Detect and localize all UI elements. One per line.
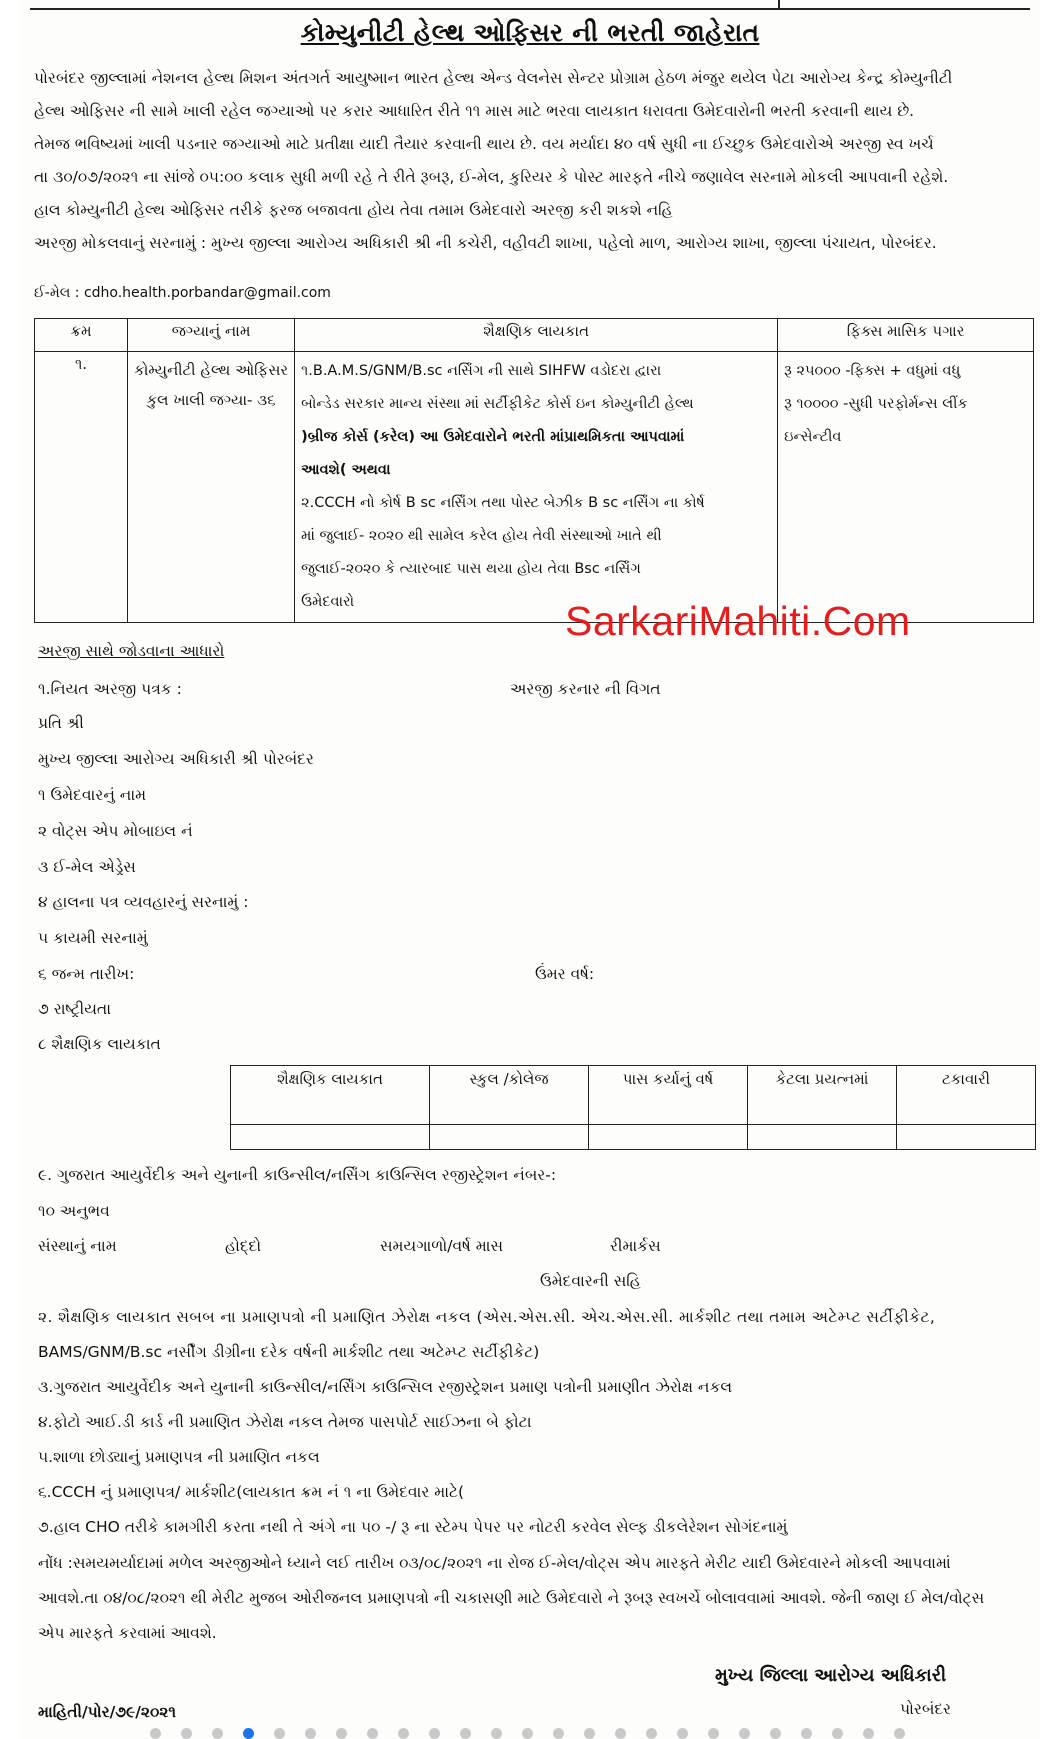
addressee: મુખ્ય જીલ્લા આરોગ્ય અધિકારી શ્રી પોરબંદર (38, 750, 314, 768)
col-header: શૈક્ષણિક લાયકાત (295, 319, 778, 352)
form-field: ૫ કાયમી સરનામું (38, 929, 148, 947)
table-cell (748, 1125, 897, 1150)
col-header: કેટલા પ્રયત્નમાં (748, 1066, 897, 1125)
form-field: ૮ શૈક્ષણિક લાયકાત (38, 1035, 161, 1053)
row-num: ૧. (35, 352, 128, 623)
page-title: કોમ્યુનીટી હેલ્થ ઓફિસર ની ભરતી જાહેરાત (300, 18, 760, 47)
col-header: પાસ કર્યાનું વર્ષ (589, 1066, 748, 1125)
salary-line: રૂ ૧૦૦૦૦ -સુધી પરફોર્મન્સ લીંક (784, 396, 968, 412)
col-header: જગ્યાનું નામ (128, 319, 295, 352)
page-dot[interactable] (491, 1728, 502, 1739)
to-label: પ્રતિ શ્રી (38, 714, 84, 732)
experience-col-period: સમયગાળો/વર્ષ માસ (380, 1237, 504, 1255)
table-header-row (35, 319, 1034, 352)
page-indicator (150, 1728, 970, 1736)
email-line: ઈ-મેલ : cdho.health.porbandar@gmail.com (34, 285, 331, 301)
document-item: BAMS/GNM/B.sc નર્સીંગ ડીગ્રીના દરેક વર્ષની માર્કશીટ તથા અટેમ્પ્ટ સર્ટીફીકેટ) (38, 1343, 540, 1361)
page-dot[interactable] (522, 1728, 533, 1739)
candidate-signature: ઉમેદવારની સહિ (540, 1272, 641, 1290)
page-dot[interactable] (708, 1728, 719, 1739)
document-item: ૩.ગુજરાત આયુર્વેદીક અને યુનાની કાઉન્સીલ/નર્સિંગ કાઉન્સિલ રજીસ્ટ્રેશન પ્રમાણ પત્રોની પ્રમાણીત ઝેરોક્ષ નકલ (38, 1378, 733, 1396)
page-dot[interactable] (150, 1728, 161, 1739)
page-dot[interactable] (212, 1728, 223, 1739)
form-field: ૧ ઉમેદવારનું નામ (38, 786, 147, 804)
document-item: ૨. શૈક્ષણિક લાયકાત સબબ ના પ્રમાણપત્રો ની પ્રમાણિત ઝેરોક્ષ નકલ (એસ.એસ.સી. એચ.એસ.સી. માર્કશીટ તથા તમામ અટેમ્પ્ટ સર્ટીફીકેટ, (38, 1308, 936, 1326)
reference-number: માહિતી/પોર/૭૯/૨૦૨૧ (38, 1703, 176, 1721)
document-item: ૬.CCCH નું પ્રમાણપત્ર/ માર્કશીટ(લાયકાત ક્રમ નં ૧ ના ઉમેદવાર માટે( (38, 1483, 465, 1501)
qualification-cell (295, 352, 778, 623)
page-dot[interactable] (801, 1728, 812, 1739)
table-row (231, 1125, 1036, 1150)
applicant-details-label: અરજી કરનાર ની વિગત (510, 680, 661, 698)
col-header: ક્રમ (35, 319, 128, 352)
form-field: ૨ વોટ્સ એપ મોબાઇલ નં (38, 822, 193, 840)
salary-line: રૂ ૨૫૦૦૦ -ફિક્સ + વધુમાં વધુ (784, 363, 961, 379)
qualification-line: આવશે( અથવા (301, 462, 391, 478)
qualification-line: જુલાઈ-૨૦૨૦ કે ત્યારબાદ પાસ થયા હોય તેવા Bsc નર્સિંગ (301, 561, 641, 577)
intro-line: હેલ્થ ઓફિસર ની સામે ખાલી રહેલ જગ્યાઓ પર કરાર આધારિત રીતે ૧૧ માસ માટે ભરવા લાયકાત ધરાવતા ઉમેદવારોની ભરતી કરવાની થાય છે. (34, 102, 915, 120)
age-label: ઉંમર વર્ષ: (535, 965, 595, 983)
education-table (230, 1065, 1036, 1150)
page-dot[interactable] (460, 1728, 471, 1739)
page-dot[interactable] (305, 1728, 316, 1739)
intro-line: તા ૩૦/૦૭/૨૦૨૧ ના સાંજે ૦૫:૦૦ કલાક સુધી મળી રહે તે રીતે રૂબરૂ, ઈ-મેલ, કુરિયર કે પોસ્ટ મારફતે નીચે જણાવેલ સરનામે મોકલી આપવાની રહેશે. (34, 168, 949, 186)
table-cell (430, 1125, 589, 1150)
page-dot[interactable] (367, 1728, 378, 1739)
table-cell (897, 1125, 1036, 1150)
attachments-heading: અરજી સાથે જોડવાના આધારો (38, 642, 225, 660)
page-dot[interactable] (553, 1728, 564, 1739)
table-cell (589, 1125, 748, 1150)
page-dot[interactable] (863, 1728, 874, 1739)
col-header: ફિક્સ માસિક પગાર (778, 319, 1034, 352)
intro-paragraph (34, 62, 1034, 260)
page-dot[interactable] (584, 1728, 595, 1739)
col-header: શૈક્ષણિક લાયકાત (231, 1066, 430, 1125)
page-dot[interactable] (181, 1728, 192, 1739)
col-header: ટકાવારી (897, 1066, 1036, 1125)
advertisement-page (20, 0, 1040, 1739)
post-vacancies: કુલ ખાલી જગ્યા- ૩૬ (146, 391, 276, 409)
document-item: ૫.શાળા છોડ્યાનું પ્રમાણપત્ર ની પ્રમાણિત નકલ (38, 1448, 320, 1466)
qualification-line: ૧.B.A.M.S/GNM/B.sc નર્સિંગ ની સાથે SIHFW વડોદરા દ્વારા (301, 363, 662, 379)
page-dot[interactable] (429, 1728, 440, 1739)
form-field: ૩ ઈ-મેલ એડ્રેસ (38, 858, 136, 876)
qualification-line: )બ્રીજ કોર્સ (કરેલ) આ ઉમેદવારોને ભરતી માંપ્રાથમિકતા આપવામાં (301, 429, 685, 445)
note-line: આવશે.તા ૦૪/૦૮/૨૦૨૧ થી મેરીટ મુજબ ઓરીજનલ પ્રમાણપત્રો ની ચકાસણી માટે ઉમેદવારો ને રૂબરૂ સ્વખર્ચે બોલાવવામાં આવશે. જેની જાણ ઈ મેલ/વોટ્સ (38, 1589, 985, 1607)
page-dot[interactable] (615, 1728, 626, 1739)
note-line: એપ મારફતે કરવામાં આવશે. (38, 1624, 217, 1642)
page-dot[interactable] (398, 1728, 409, 1739)
form-item-10: ૧૦ અનુભવ (38, 1202, 110, 1220)
page-dot[interactable] (739, 1728, 750, 1739)
intro-line: તેમજ ભવિષ્યમાં ખાલી પડનાર જગ્યાઓ માટે પ્રતીક્ષા યાદી તૈયાર કરવાની થાય છે. વય મર્યાદા ૪૦ વર્ષ સુધી ના ઈચ્છુક ઉમેદવારોએ અરજી સ્વ ખર્ચ (34, 135, 934, 153)
form-field: ૭ રાષ્ટ્રીયતા (38, 1000, 112, 1018)
document-item: ૭.હાલ CHO તરીકે કામગીરી કરતા નથી તે અંગે ના ૫૦ -/ રૂ ના સ્ટેમ્પ પેપર પર નોટરી કરવેલ સેલ્ફ ડીકલેરેશન સોગંદનામું (38, 1518, 788, 1536)
form-field: ૬ જન્મ તારીખ: (38, 965, 135, 983)
intro-line: પોરબંદર જીલ્લામાં નેશનલ હેલ્થ મિશન અંતગર્ત આયુષ્માન ભારત હેલ્થ એન્ડ વેલનેસ સેન્ટર પ્રોગ્રામ હેઠળ મંજુર થયેલ પેટા આરોગ્ય કેન્દ્ર કોમ્યુનીટી (34, 69, 953, 87)
table-row (35, 352, 1034, 623)
table-cell (231, 1125, 430, 1150)
page-dot[interactable] (274, 1728, 285, 1739)
page-dot[interactable] (646, 1728, 657, 1739)
salary-cell (778, 352, 1034, 623)
form-field: ૪ હાલના પત્ર વ્યવહારનું સરનામું : (38, 893, 249, 911)
table-header-row (231, 1066, 1036, 1125)
salary-line: ઇન્સેન્ટીવ (784, 429, 842, 445)
page-dot[interactable] (770, 1728, 781, 1739)
post-cell (128, 352, 295, 623)
form-item-1: ૧.નિયત અરજી પત્રક : (38, 680, 182, 698)
officer-title: મુખ્ય જિલ્લા આરોગ્ય અધિકારી (715, 1665, 947, 1686)
page-dot[interactable] (894, 1728, 905, 1739)
experience-col-post: હોદ્દો (225, 1237, 262, 1255)
page-dot-active[interactable] (243, 1728, 254, 1739)
officer-place: પોરબંદર (900, 1700, 952, 1718)
post-name: કોમ્યુનીટી હેલ્થ ઓફિસર (134, 361, 289, 379)
top-border-tab (778, 0, 1030, 10)
experience-col-remarks: રીમાર્કસ (610, 1237, 661, 1255)
watermark-text: SarkariMahiti.Com (565, 598, 911, 644)
qualification-line: માં જુલાઈ- ૨૦૨૦ થી સામેલ કરેલ હોય તેવી સંસ્થાઓ ખાતે થી (301, 528, 662, 544)
top-border (30, 0, 1030, 10)
intro-line: અરજી મોકલવાનું સરનામું : મુખ્ય જીલ્લા આરોગ્ય અધિકારી શ્રી ની કચેરી, વહીવટી શાખા, પહેલો માળ, આરોગ્ય શાખા, જીલ્લા પંચાયત, પોરબંદર. (34, 234, 937, 252)
qualification-line: ઉમેદવારો (301, 594, 355, 610)
page-dot[interactable] (677, 1728, 688, 1739)
document-item: ૪.ફોટો આઈ.ડી કાર્ડ ની પ્રમાણિત ઝેરોક્ષ નકલ તેમજ પાસપોર્ટ સાઈઝના બે ફોટા (38, 1413, 532, 1431)
vacancy-table (34, 318, 1034, 623)
page-dot[interactable] (832, 1728, 843, 1739)
note-line: નોંધ :સમયમર્યાદામાં મળેલ અરજીઓને ધ્યાને લઈ તારીખ ૦૩/૦૮/૨૦૨૧ ના રોજ ઈ-મેલ/વોટ્સ એપ મારફતે મેરીટ યાદી ઉમેદવારને મોકલી આપવામાં (38, 1554, 951, 1572)
qualification-line: ૨.CCCH નો કોર્ષ B sc નર્સિંગ તથા પોસ્ટ બેઝીક B sc નર્સિંગ ના કોર્ષ (301, 495, 705, 511)
page-dot[interactable] (336, 1728, 347, 1739)
intro-line: હાલ કોમ્યુનીટી હેલ્થ ઓફિસર તરીકે ફરજ બજાવતા હોય તેવા તમામ ઉમેદવારો અરજી કરી શકશે નહિ (34, 201, 673, 219)
qualification-line: બોન્ડેડ સરકાર માન્ય સંસ્થા માં સર્ટીફીકેટ કોર્સ ઇન કોમ્યુનીટી હેલ્થ (301, 396, 694, 412)
experience-col-org: સંસ્થાનું નામ (38, 1237, 117, 1255)
col-header: સ્કુલ /કોલેજ (430, 1066, 589, 1125)
form-item-9: ૯. ગુજરાત આયુર્વેદીક અને યુનાની કાઉન્સીલ/નર્સિંગ કાઉન્સિલ રજીસ્ટ્રેશન નંબર-: (38, 1166, 557, 1184)
